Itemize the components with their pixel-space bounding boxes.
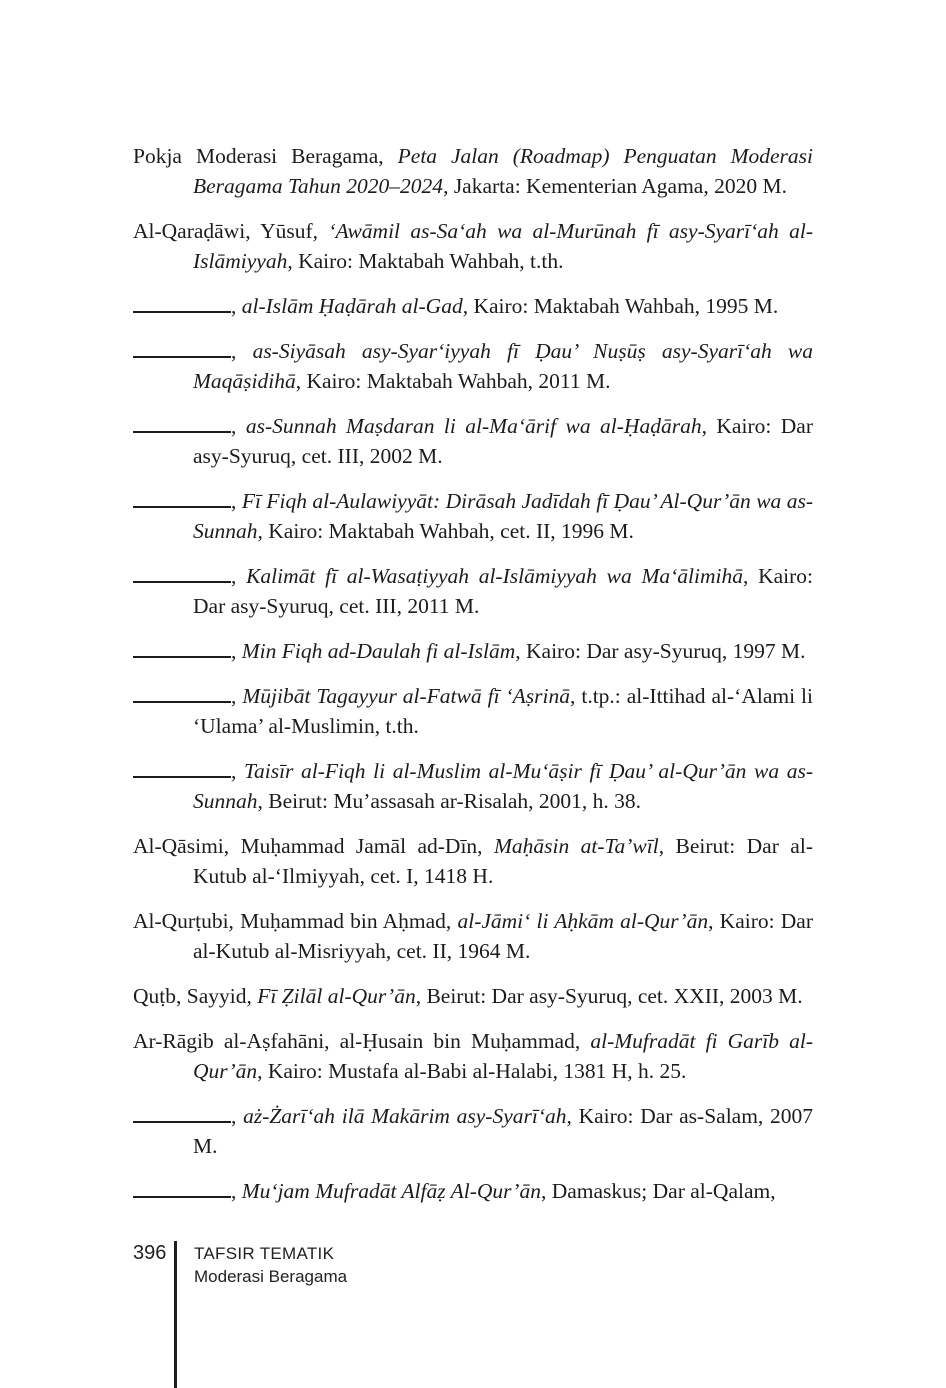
author-ditto-blank: [133, 1121, 231, 1123]
bibliography-entry: [133, 216, 813, 276]
entry-text: ,: [231, 759, 244, 783]
bibliography-entry: [133, 831, 813, 891]
author-ditto-blank: [133, 431, 231, 433]
bibliography-entry: [133, 141, 813, 201]
author-ditto-blank: [133, 1196, 231, 1198]
entry-title: Kalimāt fī al-Wasaṭiyyah al-Islāmiyyah wa Ma‘ālimihā: [246, 564, 743, 588]
entry-title: as-Sunnah Maṣdaran li al-Ma‘ārif wa al-Ḥaḍārah: [245, 414, 702, 438]
entry-text: Al-Qurṭubi, Muḥammad bin Aḥmad,: [133, 909, 458, 933]
bibliography-entry: [133, 636, 813, 666]
entry-text: ,: [231, 639, 242, 663]
entry-text: , Kairo: Dar as-Salam, 2007 M.: [193, 1104, 813, 1158]
bibliography-entry: [133, 336, 813, 396]
book-title: TAFSIR TEMATIK: [194, 1244, 335, 1263]
entry-text: Ar-Rāgib al-Aṣfahāni, al-Ḥusain bin Muḥammad,: [133, 1029, 591, 1053]
entry-title: Mu‘jam Mufradāt Alfāẓ Al-Qur’ān: [241, 1179, 541, 1203]
page-number: 396: [133, 1242, 167, 1264]
entry-text: ,: [231, 294, 242, 318]
entry-text: , Kairo: Maktabah Wahbah, 2011 M.: [295, 369, 611, 393]
entry-title: Fī Fiqh al-Aulawiyyāt: Dirāsah Jadīdah fī Ḍau’ Al-Qur’ān wa as-Sunnah: [193, 489, 813, 543]
bibliography-entry: [133, 681, 813, 741]
entry-title: Fī Ẓilāl al-Qur’ān: [257, 984, 416, 1008]
entry-text: ,: [231, 414, 246, 438]
entry-text: , Kairo: Mustafa al-Babi al-Halabi, 1381 H, h. 25.: [257, 1059, 687, 1083]
entry-text: , Damaskus; Dar al-Qalam,: [540, 1179, 776, 1203]
entry-title: as-Siyāsah asy-Syar‘iyyah fī Ḍau’ Nuṣūṣ asy-Syarī‘ah wa Maqāṣidihā: [193, 339, 814, 393]
author-ditto-blank: [133, 701, 231, 703]
bibliography-list: [133, 141, 813, 1206]
page-footer: [133, 1241, 347, 1388]
bibliography-entry: [133, 1101, 813, 1161]
author-ditto-blank: [133, 581, 231, 583]
entry-text: , Kairo: Maktabah Wahbah, 1995 M.: [462, 294, 779, 318]
entry-text: , Kairo: Maktabah Wahbah, t.th.: [287, 249, 564, 273]
bibliography-entry: [133, 1026, 813, 1086]
entry-text: ,: [231, 684, 243, 708]
author-ditto-blank: [133, 776, 231, 778]
entry-text: ,: [231, 339, 253, 363]
entry-title: Taisīr al-Fiqh li al-Muslim al-Mu‘āṣir fī Ḍau’ al-Qur’ān wa as-Sunnah: [193, 759, 814, 813]
entry-text: , Beirut: Dar asy-Syuruq, cet. XXII, 2003 M.: [415, 984, 803, 1008]
entry-text: Quṭb, Sayyid,: [133, 984, 258, 1008]
entry-text: ,: [231, 1179, 242, 1203]
entry-title: Mūjibāt Tagayyur al-Fatwā fī ‘Aṣrinā: [242, 684, 571, 708]
footer-divider-rule: [174, 1241, 177, 1388]
entry-text: , t.tp.: al-Ittihad al-‘Alami li ‘Ulama’ al-Muslimin, t.th.: [193, 684, 813, 738]
bibliography-entry: [133, 291, 813, 321]
entry-text: Pokja Moderasi Beragama,: [133, 144, 398, 168]
entry-text: , Kairo: Dar asy-Syuruq, 1997 M.: [515, 639, 806, 663]
entry-title: aż-Żarī‘ah ilā Makārim asy-Syarī‘ah: [243, 1104, 567, 1128]
bibliography-entry: [133, 411, 813, 471]
entry-text: ,: [231, 564, 247, 588]
entry-title: al-Islām Ḥaḍārah al-Gad: [241, 294, 463, 318]
entry-title: Peta Jalan (Roadmap) Penguatan Moderasi Beragama Tahun 2020–2024: [193, 144, 814, 198]
entry-text: , Beirut: Dar al-Kutub al-‘Ilmiyyah, cet. I, 1418 H.: [193, 834, 813, 888]
entry-text: , Beirut: Mu’assasah ar-Risalah, 2001, h. 38.: [257, 789, 642, 813]
bibliography-entry: [133, 756, 813, 816]
entry-text: ,: [231, 489, 242, 513]
entry-text: , Kairo: Maktabah Wahbah, cet. II, 1996 M.: [257, 519, 634, 543]
entry-text: , Kairo: Dar asy-Syuruq, cet. III, 2002 M.: [193, 414, 814, 468]
bibliography-entry: [133, 1176, 813, 1206]
bibliography-entry: [133, 486, 813, 546]
entry-text: Al-Qaraḍāwi, Yūsuf,: [133, 219, 329, 243]
author-ditto-blank: [133, 311, 231, 313]
entry-text: , Kairo: Dar al-Kutub al-Misriyyah, cet. II, 1964 M.: [193, 909, 813, 963]
author-ditto-blank: [133, 506, 231, 508]
bibliography-entry: [133, 981, 813, 1011]
entry-text: , Kairo: Dar asy-Syuruq, cet. III, 2011 M.: [193, 564, 813, 618]
running-footer-text: [194, 1241, 347, 1288]
bibliography-entry: [133, 561, 813, 621]
author-ditto-blank: [133, 656, 231, 658]
entry-text: ,: [231, 1104, 244, 1128]
entry-text: , Jakarta: Kementerian Agama, 2020 M.: [443, 174, 787, 198]
entry-title: Maḥāsin at-Ta’wīl: [493, 834, 659, 858]
entry-title: al-Mufradāt fi Garīb al-Qur’ān: [193, 1029, 813, 1083]
entry-title: al-Jāmi‘ li Aḥkām al-Qur’ān: [457, 909, 709, 933]
book-subtitle: Moderasi Beragama: [194, 1267, 348, 1286]
bibliography-entry: [133, 906, 813, 966]
entry-text: Al-Qāsimi, Muḥammad Jamāl ad-Dīn,: [133, 834, 494, 858]
entry-title: ‘Awāmil as-Sa‘ah wa al-Murūnah fī asy-Syarī‘ah al-Islāmiyyah: [193, 219, 813, 273]
author-ditto-blank: [133, 356, 231, 358]
entry-title: Min Fiqh ad-Daulah fi al-Islām: [241, 639, 516, 663]
